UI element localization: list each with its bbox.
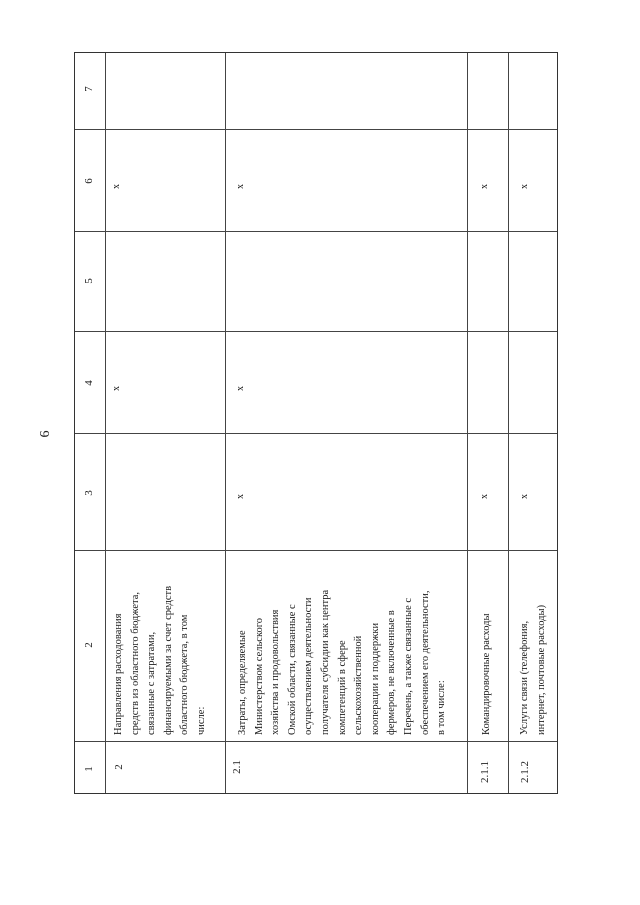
col-separator [75, 231, 557, 232]
col-separator [75, 331, 557, 332]
col-separator [75, 433, 557, 434]
row-description: Командировочные расходы [481, 613, 492, 735]
mark-col-4: x [111, 386, 122, 391]
header-col-4: 4 [83, 380, 95, 386]
header-col-1: 1 [83, 766, 95, 772]
row-number: 2.1 [231, 760, 243, 774]
header-col-6: 6 [83, 178, 95, 184]
row-description: Направления расходования средств из областного бюджета, связанные с затратами, финансируемыми за счет средств областного бюджета, в том числе: [113, 585, 207, 735]
page-number: 6 [38, 430, 53, 438]
mark-col-6: x [111, 184, 122, 189]
mark-col-3: x [235, 494, 246, 499]
row-separator [467, 53, 468, 793]
mark-col-3: x [519, 494, 530, 499]
mark-col-4: x [235, 386, 246, 391]
col-separator [75, 129, 557, 130]
mark-col-6: x [235, 184, 246, 189]
row-description: Услуги связи (телефония, интернет, почтовые расходы) [519, 604, 547, 735]
mark-col-3: x [479, 494, 490, 499]
header-col-3: 3 [83, 490, 95, 496]
mark-col-6: x [519, 184, 530, 189]
col-separator [75, 741, 557, 742]
row-number: 2.1.2 [519, 761, 531, 783]
row-description: Затраты, определяемые Министерством сельского хозяйства и продовольствия Омской области, связанные с осуществлением деятельности получателя субсидии как центра компетенций в сфере сельскохозяйственной кооперации и поддержки фермеров, не включенные в Перечень, а также связанные с обеспечением его деятельности, в том числе: [237, 589, 448, 735]
header-col-5: 5 [83, 278, 95, 284]
row-number: 2 [113, 764, 125, 770]
header-col-7: 7 [83, 86, 95, 92]
expense-table [74, 52, 558, 794]
row-number: 2.1.1 [479, 761, 491, 783]
header-col-2: 2 [83, 642, 95, 648]
row-separator [225, 53, 226, 793]
row-separator [508, 53, 509, 793]
mark-col-6: x [479, 184, 490, 189]
row-separator [105, 53, 106, 793]
